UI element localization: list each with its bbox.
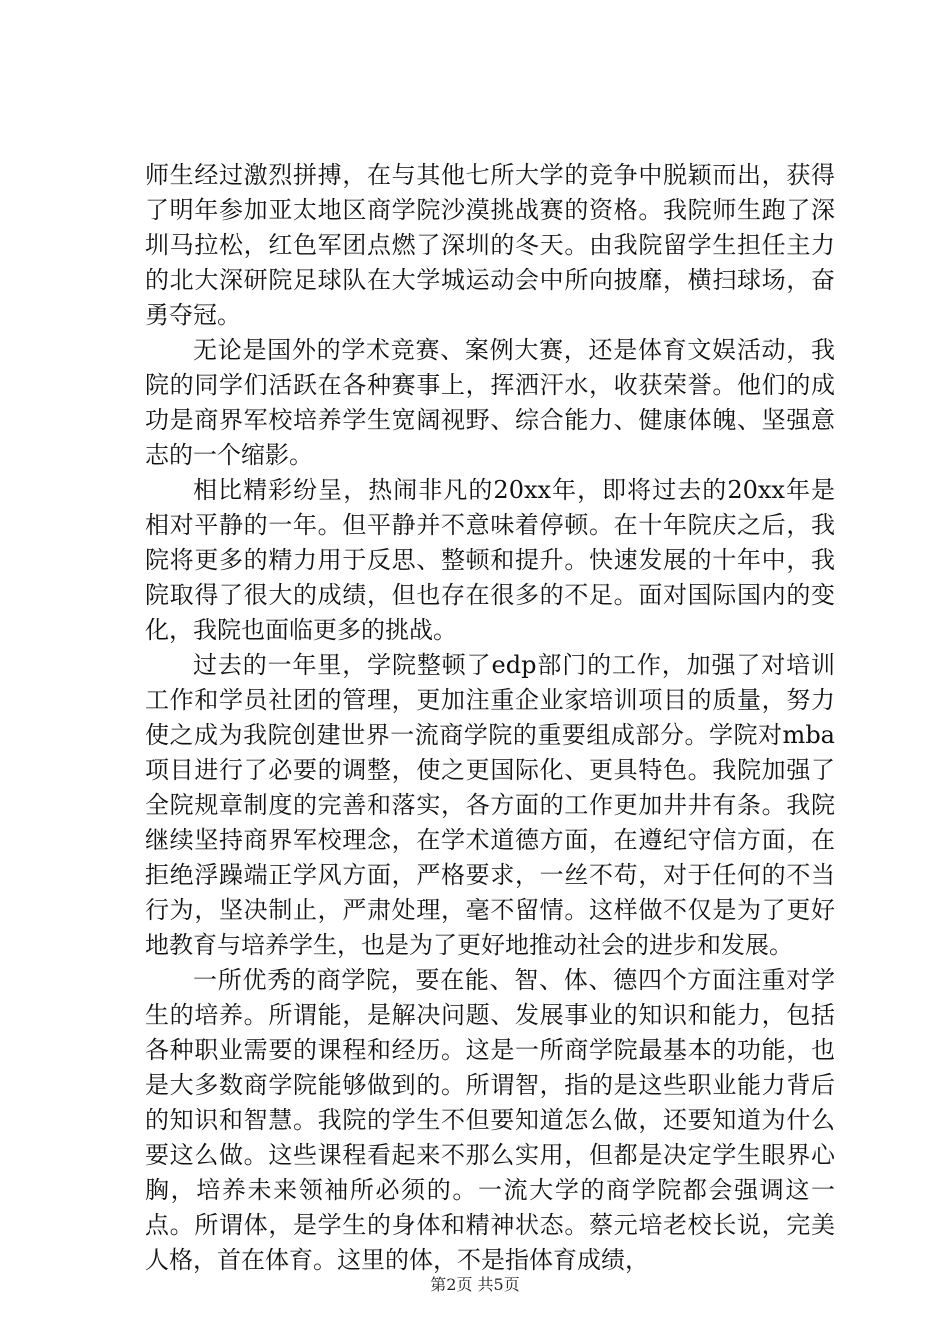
paragraph-5: 一所优秀的商学院，要在能、智、体、德四个方面注重对学生的培养。所谓能，是解决问题、发展事业的知识和能力，包括各种职业需要的课程和经历。这是一所商学院最基本的功能，也是大多数商学院能够做到的。所谓智，指的是这些职业能力背后的知识和智慧。我院的学生不但要知道怎么做，还要知道为什么要这么做。这些课程看起来不那么实用，但都是决定学生眼界心胸，培养未来领袖所必须的。一流大学的商学院都会强调这一点。所谓体，是学生的身体和精神状态。蔡元培老校长说，完美人格，首在体育。这里的体，不是指体育成绩， [145, 966, 835, 1274]
paragraph-2: 无论是国外的学术竞赛、案例大赛，还是体育文娱活动，我院的同学们活跃在各种赛事上，挥洒汗水，收获荣誉。他们的成功是商界军校培养学生宽阔视野、综合能力、健康体魄、坚强意志的一个缩影。 [145, 336, 835, 469]
paragraph-3: 相比精彩纷呈，热闹非凡的20xx年，即将过去的20xx年是相对平静的一年。但平静并不意味着停顿。在十年院庆之后，我院将更多的精力用于反思、整顿和提升。快速发展的十年中，我院取得了很大的成绩，但也存在很多的不足。面对国际国内的变化，我院也面临更多的挑战。 [145, 476, 835, 644]
paragraph-1: 师生经过激烈拼搏，在与其他七所大学的竞争中脱颖而出，获得了明年参加亚太地区商学院沙漠挑战赛的资格。我院师生跑了深圳马拉松，红色军团点燃了深圳的冬天。由我院留学生担任主力的北大深研院足球队在大学城运动会中所向披靡，横扫球场，奋勇夺冠。 [145, 161, 835, 329]
document-body [145, 158, 835, 1278]
paragraph-4: 过去的一年里，学院整顿了edp部门的工作，加强了对培训工作和学员社团的管理，更加注重企业家培训项目的质量，努力使之成为我院创建世界一流商学院的重要组成部分。学院对mba项目进行了必要的调整，使之更国际化、更具特色。我院加强了全院规章制度的完善和落实，各方面的工作更加井井有条。我院继续坚持商界军校理念，在学术道德方面，在遵纪守信方面，在拒绝浮躁端正学风方面，严格要求，一丝不苟，对于任何的不当行为，坚决制止，严肃处理，毫不留情。这样做不仅是为了更好地教育与培养学生，也是为了更好地推动社会的进步和发展。 [145, 651, 835, 959]
page-footer: 第2页 共5页 [430, 1275, 520, 1294]
